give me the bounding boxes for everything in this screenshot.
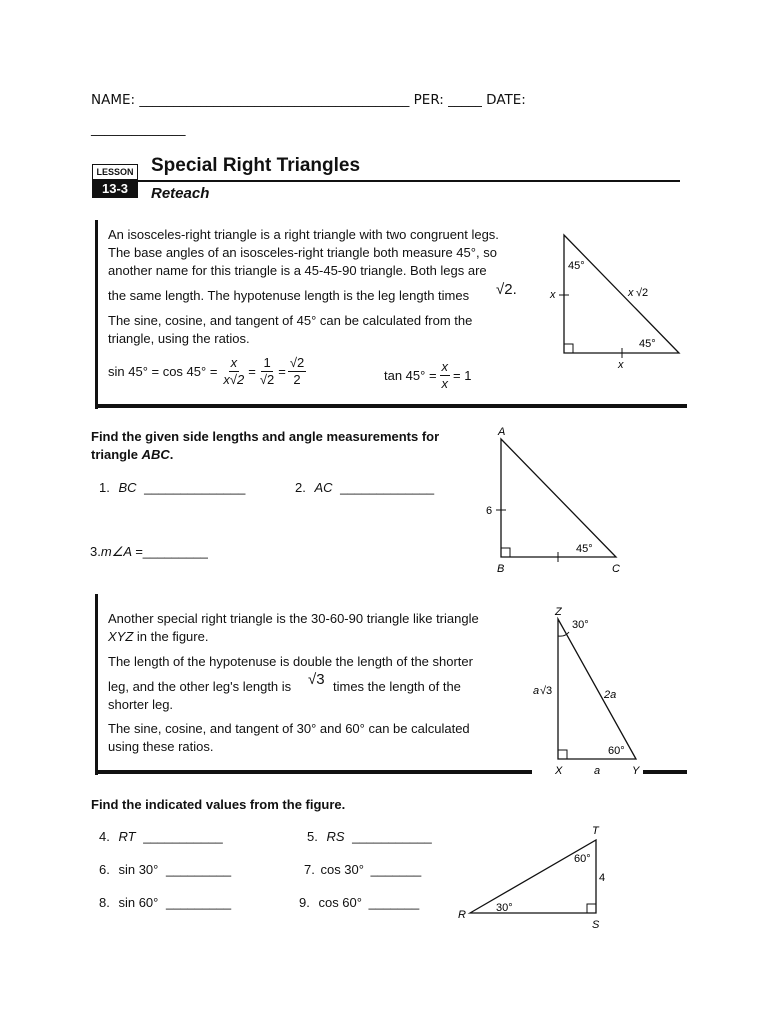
- answer-blank[interactable]: _________: [165, 862, 232, 877]
- isosceles-right-triangle-figure: [540, 225, 690, 375]
- triangle-outline: [470, 840, 596, 913]
- question-6: [99, 862, 231, 877]
- page-subtitle: Reteach: [151, 185, 210, 202]
- question-1: [99, 480, 245, 495]
- vertex-label: X: [555, 765, 563, 777]
- section1-instruction: Find the given side lengths and angle measurements for: [91, 429, 440, 444]
- question-label: RT: [118, 829, 136, 844]
- question-number: 6.: [99, 862, 110, 877]
- answer-blank[interactable]: _____: [398, 480, 435, 495]
- question-label: m∠A =: [100, 544, 143, 559]
- box2-text-line: leg, and the other leg's length is: [108, 679, 292, 694]
- answer-blank[interactable]: ___________: [143, 829, 223, 844]
- question-9: [299, 895, 419, 910]
- angle-label: 60°: [608, 745, 625, 757]
- vertex-label: Y: [632, 765, 640, 777]
- question-label: sin 60°: [118, 895, 159, 910]
- name-per-date-line: NAME: ________________________________________ PER: _____ DATE:: [91, 92, 526, 108]
- box2-text-line: Another special right triangle is the 30-60-90 triangle like triangle: [108, 611, 479, 626]
- box1-text-line: An isosceles-right triangle is a right triangle with two congruent legs.: [108, 227, 499, 242]
- question-number: 2.: [295, 480, 306, 495]
- equals-sign: =: [248, 364, 256, 380]
- question-5: [307, 829, 432, 844]
- question-3: [90, 544, 208, 560]
- box1-text-line: another name for this triangle is a 45-45-90 triangle. Both legs are: [108, 263, 487, 278]
- fraction-numerator: x: [229, 355, 240, 372]
- answer-blank[interactable]: _______: [368, 895, 420, 910]
- answer-blank[interactable]: ________: [340, 480, 398, 495]
- right-angle-marker: [501, 548, 510, 557]
- side-label: x: [618, 359, 624, 371]
- sqrt2-radical: √2.: [496, 281, 517, 298]
- answer-blank[interactable]: ___________: [352, 829, 432, 844]
- date-blank-line: ______________: [91, 121, 186, 137]
- equals-sign: =: [278, 364, 286, 380]
- tan-45-formula: [384, 359, 471, 393]
- page-title: Special Right Triangles: [151, 155, 361, 176]
- formula-rhs: = 1: [453, 368, 472, 384]
- lesson-badge-label: LESSON: [92, 164, 138, 180]
- triangle-xyz-figure: [528, 602, 658, 778]
- question-label: cos 30°: [320, 862, 364, 877]
- question-7: [304, 862, 421, 877]
- instruction-text: triangle: [91, 447, 142, 462]
- lesson-badge-number: 13-3: [92, 180, 138, 198]
- triangle-outline: [564, 235, 679, 353]
- fraction-denominator: x√2: [223, 372, 245, 388]
- triangle-outline: [558, 619, 636, 759]
- right-angle-marker: [558, 750, 567, 759]
- instruction-text: .: [169, 447, 174, 462]
- box2-text-line: The length of the hypotenuse is double the length of the shorter: [108, 654, 473, 669]
- box2-text-line: shorter leg.: [108, 697, 174, 712]
- box2-bottom-border: [95, 770, 532, 774]
- fraction-numerator: 1: [261, 355, 272, 372]
- fraction-x-over-xroot2: [221, 355, 246, 389]
- vertex-label: T: [592, 825, 599, 837]
- fraction-denominator: √2: [259, 372, 275, 388]
- question-number: 1.: [99, 480, 110, 495]
- vertex-label: S: [592, 919, 600, 931]
- side-label: √2: [636, 287, 649, 299]
- side-label: x: [550, 289, 556, 301]
- box1-left-border: [95, 220, 98, 409]
- question-label: cos 60°: [318, 895, 362, 910]
- side-label: 6: [486, 505, 493, 517]
- angle-label: 30°: [572, 619, 589, 631]
- answer-blank[interactable]: _______: [370, 862, 422, 877]
- question-label: BC: [118, 480, 137, 495]
- box2-left-border: [95, 594, 98, 775]
- box1-text-line: The base angles of an isosceles-right triangle both measure 45°, so: [108, 245, 497, 260]
- question-number: 8.: [99, 895, 110, 910]
- triangle-abc-figure: [480, 422, 630, 580]
- sqrt3-radical: √3: [308, 671, 325, 688]
- vertex-label: A: [498, 426, 506, 438]
- question-number: 3.: [90, 544, 101, 559]
- vertex-label: R: [458, 909, 466, 921]
- vertex-label: Z: [555, 606, 562, 618]
- fraction-root2-over-2: [288, 355, 306, 389]
- side-label: a: [594, 765, 601, 777]
- question-number: 7.: [304, 862, 315, 877]
- fraction-numerator: x: [440, 359, 451, 376]
- fraction-denominator: 2: [293, 372, 301, 388]
- section1-instruction: [91, 447, 173, 462]
- side-label: √3: [540, 685, 553, 697]
- formula-lhs: sin 45° = cos 45° =: [108, 364, 218, 380]
- box1-bottom-border: [95, 404, 687, 408]
- box2-text-line: using these ratios.: [108, 739, 214, 754]
- question-number: 5.: [307, 829, 318, 844]
- answer-blank[interactable]: ______________: [144, 480, 246, 495]
- question-8: [99, 895, 231, 910]
- side-label: 2a: [604, 689, 617, 701]
- side-label: 4: [599, 872, 606, 884]
- triangle-rst-figure: [452, 820, 612, 935]
- triangle-name: ABC: [141, 447, 170, 462]
- angle-label: 45°: [576, 543, 593, 555]
- triangle-name: XYZ: [108, 629, 134, 644]
- title-rule: [138, 180, 680, 182]
- right-angle-marker: [564, 344, 573, 353]
- answer-blank[interactable]: _________: [165, 895, 232, 910]
- box2-text-line: The sine, cosine, and tangent of 30° and 60° can be calculated: [108, 721, 470, 736]
- vertex-label: B: [497, 563, 505, 575]
- fraction-1-over-root2: [258, 355, 276, 389]
- question-label: AC: [314, 480, 333, 495]
- right-angle-marker: [587, 904, 596, 913]
- angle-label: 30°: [496, 902, 513, 914]
- angle-label: 60°: [574, 853, 591, 865]
- question-label: sin 30°: [118, 862, 159, 877]
- box1-text-line: The sine, cosine, and tangent of 45° can be calculated from the: [108, 313, 473, 328]
- answer-blank[interactable]: _________: [142, 544, 208, 559]
- fraction-numerator: √2: [288, 355, 306, 372]
- box1-text-line: the same length. The hypotenuse length is the leg length times: [108, 288, 470, 303]
- question-number: 9.: [299, 895, 310, 910]
- box2-text-line: [108, 629, 208, 644]
- fraction-x-over-x: [440, 359, 451, 393]
- formula-lhs: tan 45° =: [384, 368, 437, 384]
- question-2: [295, 480, 434, 495]
- text-run: in the figure.: [133, 629, 209, 644]
- question-label: RS: [326, 829, 345, 844]
- angle-label: 45°: [639, 338, 656, 350]
- section2-instruction: Find the indicated values from the figure.: [91, 797, 346, 812]
- question-number: 4.: [99, 829, 110, 844]
- side-label: a: [533, 685, 540, 697]
- fraction-denominator: x: [441, 376, 449, 392]
- vertex-label: C: [612, 563, 620, 575]
- angle-label: 45°: [568, 260, 585, 272]
- side-label: x: [628, 287, 634, 299]
- question-4: [99, 829, 223, 844]
- triangle-outline: [501, 439, 616, 557]
- box1-text-line: triangle, using the ratios.: [108, 331, 250, 346]
- box2-text-line: times the length of the: [333, 679, 461, 694]
- sin-cos-45-formula: [108, 355, 306, 389]
